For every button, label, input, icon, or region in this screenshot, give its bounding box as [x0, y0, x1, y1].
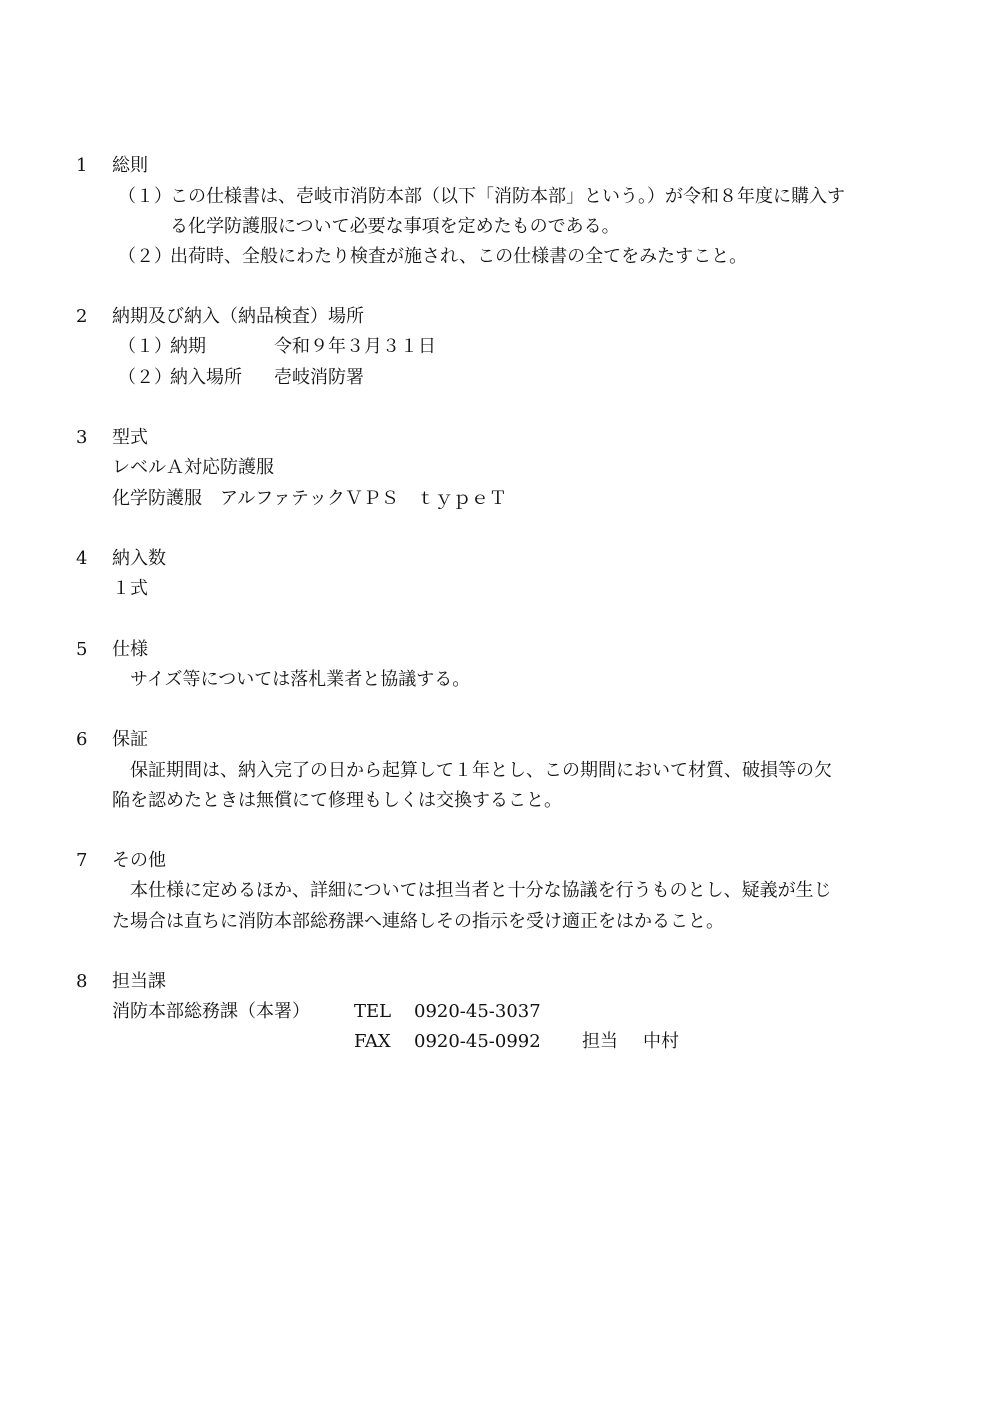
tel-number: 0920-45-3037 [414, 1001, 541, 1022]
section-1-number: 1 [76, 155, 88, 176]
section-1-item-1-label: （１） [118, 186, 172, 207]
section-3-heading: 型式 [112, 427, 148, 448]
section-1-item-2-line-1: 出荷時、全般にわたり検査が施され、この仕様書の全てをみたすこと。 [170, 246, 748, 267]
section-8-heading: 担当課 [112, 971, 166, 992]
section-2-item-2-label: （２） [118, 367, 172, 388]
section-1-item-1-line-1: この仕様書は、壱岐市消防本部（以下「消防本部」という。）が令和８年度に購入す [170, 186, 845, 207]
section-1-item-2-label: （２） [118, 246, 172, 267]
section-1-heading: 総則 [112, 155, 148, 176]
section-3-line-1: レベルＡ対応防護服 [112, 457, 274, 478]
section-7-number: 7 [76, 850, 88, 871]
section-1-item-1-line-2: る化学防護服について必要な事項を定めたものである。 [170, 216, 620, 237]
section-5-heading: 仕様 [112, 639, 148, 660]
section-4-heading: 納入数 [112, 548, 166, 569]
section-5-number: 5 [76, 639, 88, 660]
section-7-heading: その他 [112, 850, 166, 871]
section-8-number: 8 [76, 971, 88, 992]
section-7-line-1: 本仕様に定めるほか、詳細については担当者と十分な協議を行うものとし、疑義が生じ [130, 880, 832, 901]
section-3-line-2: 化学防護服 アルファテックＶＰＳ ｔｙｐｅＴ [112, 488, 507, 509]
section-3-number: 3 [76, 427, 88, 448]
section-6-line-2: 陥を認めたときは無償にて修理もしくは交換すること。 [112, 790, 562, 811]
section-4-number: 4 [76, 548, 88, 569]
section-6-line-1: 保証期間は、納入完了の日から起算して１年とし、この期間において材質、破損等の欠 [130, 760, 832, 781]
contact-name: 中村 [643, 1031, 679, 1052]
fax-label: FAX [354, 1031, 391, 1052]
tel-label: TEL [354, 1001, 392, 1022]
section-2-heading: 納期及び納入（納品検査）場所 [112, 306, 364, 327]
section-7-line-2: た場合は直ちに消防本部総務課へ連絡しその指示を受け適正をはかること。 [112, 911, 724, 932]
section-2-item-2-key: 納入場所 [170, 367, 242, 388]
section-2-number: 2 [76, 306, 88, 327]
section-2-item-1-key: 納期 [170, 336, 206, 357]
contact-label: 担当 [582, 1031, 618, 1052]
section-4-line-1: １式 [112, 578, 148, 599]
section-2-item-1-label: （１） [118, 336, 172, 357]
section-8-department: 消防本部総務課（本署） [112, 1001, 310, 1022]
section-6-heading: 保証 [112, 729, 148, 750]
fax-number: 0920-45-0992 [414, 1031, 541, 1052]
section-2-item-1-value: 令和９年３月３１日 [274, 336, 436, 357]
section-5-line-1: サイズ等については落札業者と協議する。 [130, 669, 471, 690]
section-6-number: 6 [76, 729, 88, 750]
section-2-item-2-value: 壱岐消防署 [274, 367, 364, 388]
